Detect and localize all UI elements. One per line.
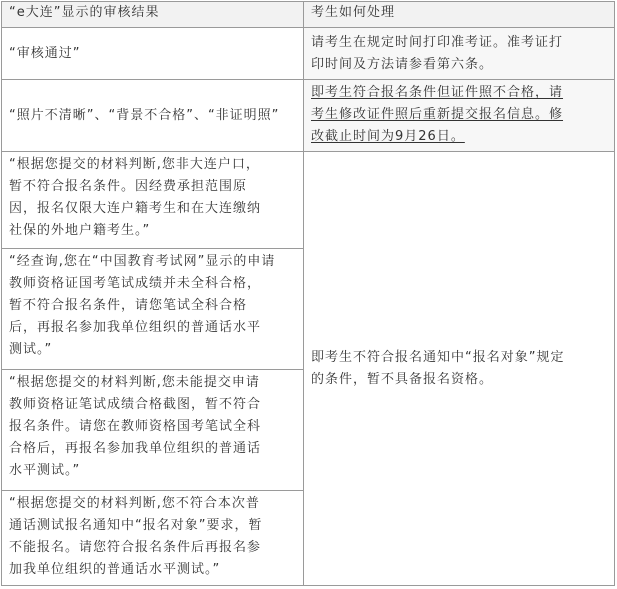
header-col-result-text: “e大连”显示的审核结果 — [9, 5, 160, 20]
row-pass-result-text: “审核通过” — [9, 45, 81, 61]
row-fail-3-result — [2, 370, 304, 491]
row-photo-action-text: 即考生符合报名条件但证件照不合格，请 考生修改证件照后重新提交报名信息。修 改截止时间为9月26日。 — [311, 85, 564, 144]
exam-review-results-table — [1, 1, 615, 586]
merged-fail-action-text: 即考生不符合报名通知中“报名对象”规定 的条件，暂不具备报名资格。 — [311, 349, 565, 387]
header-col-result — [2, 2, 304, 28]
row-pass-action-text: 请考生在规定时间打印准考证。准考证打 印时间及方法请参看第六条。 — [311, 35, 564, 72]
row-pass-result — [2, 28, 304, 80]
row-fail-2-result-text: “经查询,您在“中国教育考试网”显示的申请 教师资格证国考笔试成绩并未全科合格， 暂不符合报名条件，请您笔试全科合格 后，再报名参加我单位组织的普通话水平 测试。” — [9, 254, 276, 357]
row-photo-result — [2, 80, 304, 152]
row-pass-action — [304, 28, 614, 80]
row-fail-1-result-text: “根据您提交的材料判断,您非大连户口， 暂不符合报名条件。因经费承担范围原 因，报名仅限大连户籍考生和在大连缴纳 社保的外地户籍考生。” — [9, 157, 262, 238]
row-fail-2-result — [2, 249, 304, 370]
merged-fail-action — [304, 152, 614, 585]
row-photo-result-text: “照片不清晰”、“背景不合格”、“非证明照” — [9, 107, 280, 123]
row-fail-4-result-text: “根据您提交的材料判断,您不符合本次普 通话测试报名通知中“报名对象”要求，暂 不能报名。请您符合报名条件后再报名参 加我单位组织的普通话水平测试。” — [9, 496, 263, 577]
row-photo-action — [304, 80, 614, 152]
header-col-action — [304, 2, 614, 28]
row-fail-4-result — [2, 491, 304, 585]
row-fail-1-result — [2, 152, 304, 249]
header-col-action-text: 考生如何处理 — [311, 5, 396, 20]
row-fail-3-result-text: “根据您提交的材料判断,您未能提交申请 教师资格证笔试成绩合格截图，暂不符合 报名条件。请您在教师资格国考笔试全科 合格后，再报名参加我单位组织的普通话 水平测试。” — [9, 375, 262, 478]
